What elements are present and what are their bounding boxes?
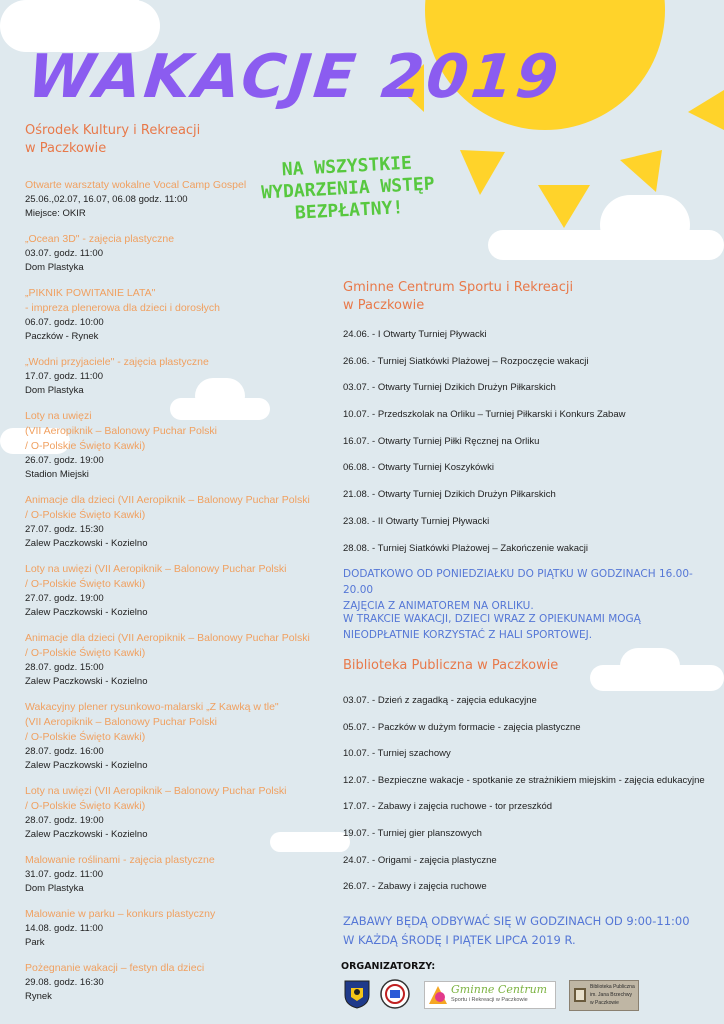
library-event: 05.07. - Paczków w dużym formacie - zajęcia plastyczne [343,721,581,733]
gcsir-hall-note [343,611,718,643]
event-title: „Ocean 3D" - zajęcia plastyczne [25,233,175,245]
library-event: 24.07. - Origami - zajęcia plastyczne [343,854,497,866]
event-location: Miejsce: OKIR [25,207,86,219]
okir-event [25,853,345,895]
gcsir-heading [343,279,573,315]
sun-ray [538,185,590,228]
event-title: / O-Polskie Święto Kawki) [25,509,146,521]
event-title: / O-Polskie Święto Kawki) [25,800,146,812]
okir-event [25,409,345,481]
note-line: W TRAKCIE WAKACJI, DZIECI WRAZ Z OPIEKUNAMI MOGĄ [343,613,641,625]
event-title: Malowanie w parku – konkurs plastyczny [25,908,216,920]
library-logo-line: Biblioteka Publiczna [590,984,635,990]
library-event-list [343,695,723,908]
cloud-decoration [600,195,690,255]
event-date: 03.07. godz. 11:00 [25,248,103,259]
event-date: 28.07. godz. 16:00 [25,746,104,757]
event-location: Paczków - Rynek [25,330,99,342]
okir-event [25,700,345,772]
page-title: WAKACJE 2019 [24,42,565,112]
gcsir-event-list [343,329,718,569]
gcsir-logo-mark [428,985,448,1005]
event-location: Zalew Paczkowski - Kozielno [25,606,148,618]
event-location: Zalew Paczkowski - Kozielno [25,537,148,549]
okir-event [25,493,345,550]
event-title: Pożegnanie wakacji – festyn dla dzieci [25,962,205,974]
event-location: Rynek [25,990,52,1002]
sun-ray [620,150,662,192]
library-heading: Biblioteka Publiczna w Paczkowie [343,658,559,673]
book-icon [573,986,587,1004]
event-date: 27.07. godz. 19:00 [25,593,104,604]
organizers-label: ORGANIZATORZY: [341,961,436,972]
event-title: - impreza plenerowa dla dzieci i dorosłych [25,302,220,314]
okir-event [25,907,345,949]
okir-heading-line: Ośrodek Kultury i Rekreacji [25,123,201,138]
note-line: ZABAWY BĘDĄ ODBYWAĆ SIĘ W GODZINACH OD 9:00-11:00 [343,914,690,928]
note-line: DODATKOWO OD PONIEDZIAŁKU DO PIĄTKU W GODZINACH 16.00-20.00 [343,568,693,596]
event-date: 27.07. godz. 15:30 [25,524,104,535]
gcsir-event: 23.08. - II Otwarty Turniej Pływacki [343,515,490,527]
note-line: ZAJĘCIA Z ANIMATOREM NA ORLIKU. [343,600,534,612]
library-logo-line: w Paczkowie [590,1000,619,1006]
gcsir-event: 03.07. - Otwarty Turniej Dzikich Drużyn Piłkarskich [343,382,556,394]
event-date: 29.08. godz. 16:30 [25,977,104,988]
okir-event [25,631,345,688]
event-title: Loty na uwięzi [25,410,92,422]
okir-event [25,286,345,343]
event-date: 14.08. godz. 11:00 [25,923,103,934]
event-date: 25.06.,02.07, 16.07, 06.08 godz. 11:00 [25,194,188,205]
note-line: W KAŻDĄ ŚRODĘ I PIĄTEK LIPCA 2019 R. [343,933,576,947]
library-event: 26.07. - Zabawy i zajęcia ruchowe [343,881,487,893]
cloud-decoration [50,0,140,38]
gcsir-logo-subtext: Sportu i Rekreacji w Paczkowie [451,997,528,1003]
event-title: / O-Polskie Święto Kawki) [25,440,146,452]
event-location: Stadion Miejski [25,468,89,480]
library-event: 12.07. - Bezpieczne wakacje - spotkanie ze strażnikiem miejskim - zajęcia edukacyjne [343,774,705,786]
event-date: 06.07. godz. 10:00 [25,317,104,328]
gcsir-event: 24.06. - I Otwarty Turniej Pływacki [343,329,487,340]
coat-of-arms-logo [343,979,371,1009]
event-date: 26.07. godz. 19:00 [25,455,104,466]
event-location: Zalew Paczkowski - Kozielno [25,828,148,840]
gcsir-logo [424,981,556,1009]
library-logo-text [590,983,635,1007]
okir-heading [25,122,200,158]
library-logo-line: im. Jana Brzechwy [590,992,632,998]
gcsir-event: 10.07. - Przedszkolak na Orliku – Turniej Piłkarski i Konkurs Zabaw [343,409,626,421]
event-title: Otwarte warsztaty wokalne Vocal Camp Gospel [25,179,247,191]
library-logo [569,980,639,1011]
sun-ray [688,90,724,130]
library-hours-note [343,912,718,950]
event-date: 31.07. godz. 11:00 [25,869,103,880]
event-title: „Wodni przyjaciele" - zajęcia plastyczne [25,356,209,368]
okir-event-list [25,178,345,1015]
okir-event [25,562,345,619]
event-location: Zalew Paczkowski - Kozielno [25,675,148,687]
event-title: „PIKNIK POWITANIE LATA" [25,287,156,299]
library-event: 17.07. - Zabawy i zajęcia ruchowe - tor przeszkód [343,801,553,813]
event-title: / O-Polskie Święto Kawki) [25,647,146,659]
event-location: Park [25,936,45,948]
gcsir-event: 16.07. - Otwarty Turniej Piłki Ręcznej na Orliku [343,435,540,447]
gcsir-heading-line: Gminne Centrum Sportu i Rekreacji [343,280,574,295]
event-date: 17.07. godz. 11:00 [25,371,103,382]
event-title: (VII Aeropiknik – Balonowy Puchar Polski [25,716,218,728]
okir-heading-line: w Paczkowie [25,141,107,156]
okir-event [25,784,345,841]
library-event: 19.07. - Turniej gier planszowych [343,827,482,839]
event-title: Animacje dla dzieci (VII Aeropiknik – Balonowy Puchar Polski [25,632,310,644]
okir-event [25,178,345,220]
gcsir-event: 21.08. - Otwarty Turniej Dzikich Drużyn Piłkarskich [343,489,556,501]
event-title: / O-Polskie Święto Kawki) [25,578,146,590]
free-entry-banner: NA WSZYSTKIE WYDARZENIA WSTĘP BEZPŁATNY! [260,152,436,224]
library-event: 10.07. - Turniej szachowy [343,748,451,760]
event-location: Zalew Paczkowski - Kozielno [25,759,148,771]
okir-event [25,232,345,274]
event-title: Animacje dla dzieci (VII Aeropiknik – Balonowy Puchar Polski [25,494,310,506]
gcsir-orlik-note [343,566,718,614]
event-title: Wakacyjny plener rysunkowo-malarski „Z Kawką w tle" [25,701,279,713]
event-title: Loty na uwięzi (VII Aeropiknik – Balonowy Puchar Polski [25,563,287,575]
gcsir-event: 06.08. - Otwarty Turniej Koszykówki [343,462,494,474]
event-title: (VII Aeropiknik – Balonowy Puchar Polski [25,425,218,437]
gcsir-logo-text: Gminne Centrum [451,983,548,996]
sun-ray [460,150,505,195]
cloud-decoration [620,648,680,684]
event-location: Dom Plastyka [25,261,84,273]
gcsir-event: 28.08. - Turniej Siatkówki Plażowej – Zakończenie wakacji [343,542,589,554]
gcsir-event: 26.06. - Turniej Siatkówki Plażowej – Rozpoczęcie wakacji [343,355,589,367]
library-event: 03.07. - Dzień z zagadką - zajęcia edukacyjne [343,695,537,706]
event-title: Loty na uwięzi (VII Aeropiknik – Balonowy Puchar Polski [25,785,287,797]
event-location: Dom Plastyka [25,882,84,894]
event-title: Malowanie roślinami - zajęcia plastyczne [25,854,215,866]
okir-logo [380,979,410,1009]
event-date: 28.07. godz. 15:00 [25,662,104,673]
okir-event [25,961,345,1003]
event-title: / O-Polskie Święto Kawki) [25,731,146,743]
event-date: 28.07. godz. 19:00 [25,815,104,826]
okir-event [25,355,345,397]
gcsir-heading-line: w Paczkowie [343,298,425,313]
note-line: NIEODPŁATNIE KORZYSTAĆ Z HALI SPORTOWEJ. [343,629,593,641]
event-location: Dom Plastyka [25,384,84,396]
